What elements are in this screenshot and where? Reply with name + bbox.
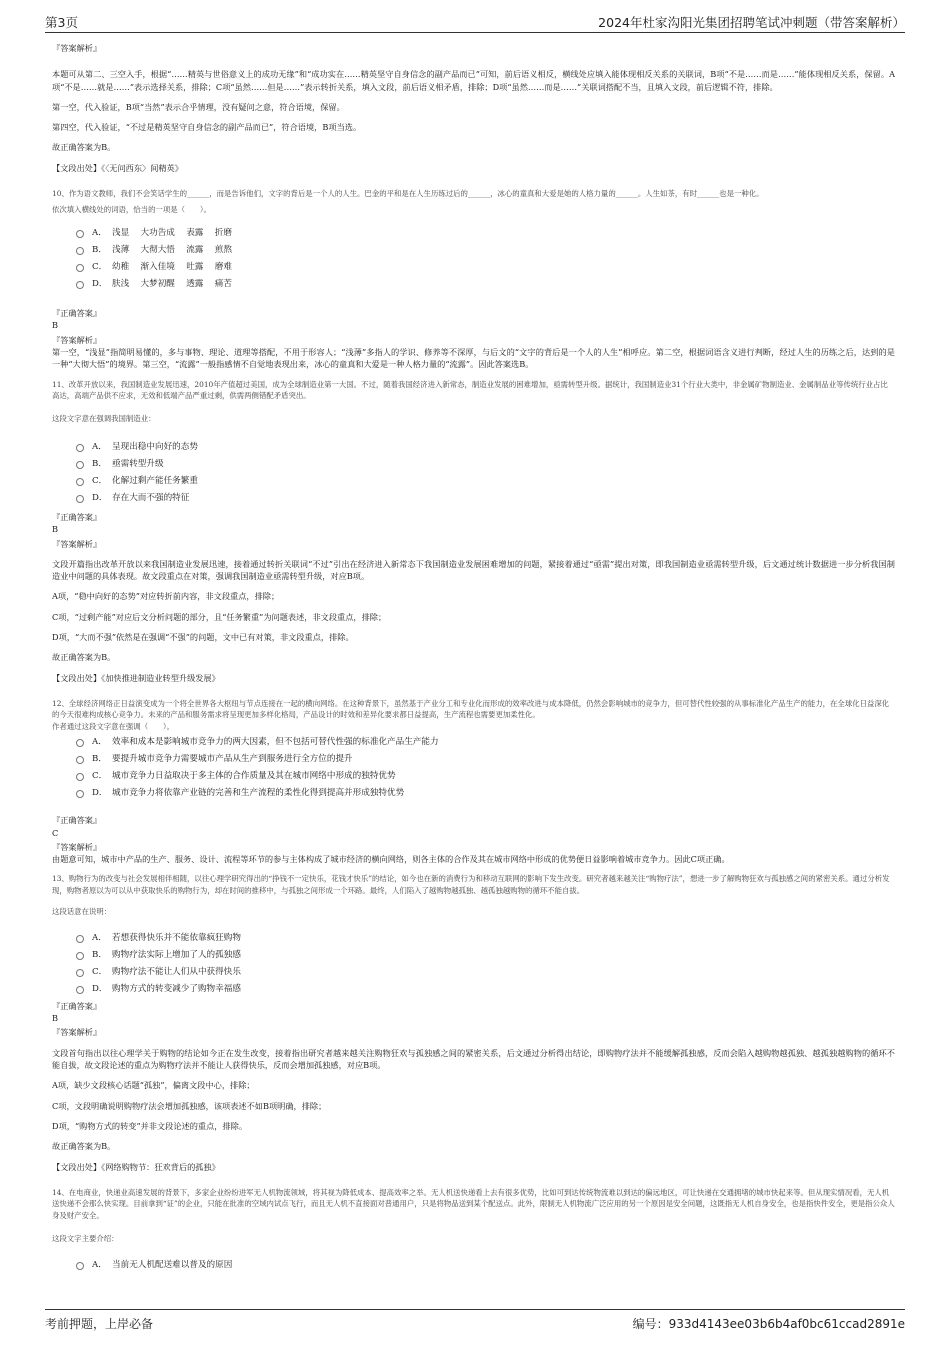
question-12-options xyxy=(52,734,895,802)
option-d[interactable]: D． 城市竞争力将依靠产业链的完善和生产流程的柔性化得到提高并形成独特优势 xyxy=(76,785,895,802)
option-b[interactable]: B． 亟需转型升级 xyxy=(76,456,895,473)
radio-icon[interactable] xyxy=(76,444,84,452)
correct-answer-value: B xyxy=(52,320,59,331)
correct-answer-label: 『正确答案』 xyxy=(52,815,102,826)
radio-icon[interactable] xyxy=(76,461,84,469)
analysis-text: D项，“购物方式的转变”并非文段论述的重点，排除。 xyxy=(52,1120,248,1131)
document-title: 2024年杜家沟阳光集团招聘笔试冲刺题（带答案解析） xyxy=(598,15,905,30)
radio-icon[interactable] xyxy=(76,969,84,977)
correct-answer-value: B xyxy=(52,1013,59,1024)
question-10-stem: 10、作为语文教师，我们不会笑话学生的______，而是告诉他们，文字的背后是一个人的人生。巴金的平和是在人生历练过后的______，冰心的童真和大爱是她的人格力量的______。人生如茶，有时______也是一种化。 xyxy=(52,189,764,199)
radio-icon[interactable] xyxy=(76,478,84,486)
correct-answer-value: B xyxy=(52,524,59,535)
radio-icon[interactable] xyxy=(76,495,84,503)
analysis-text: A项，“稳中向好的态势”对应转折前内容，非文段重点，排除； xyxy=(52,591,280,602)
analysis-text: 由题意可知，城市中产品的生产、服务、设计、流程等环节的参与主体构成了城市经济的横向网络，则各主体的合作及其在城市网络中形成的优势便日益影响着城市竞争力。因此C项正确。 xyxy=(52,854,730,865)
option-d[interactable]: D． 购物方式的转变减少了购物幸福感 xyxy=(76,981,895,998)
document-code: 编号：933d4143ee03b6b4af0bc61ccad2891e xyxy=(632,1317,905,1331)
question-10-options xyxy=(52,225,895,293)
question-13-stem: 13、购物行为的改变与社会发展相伴相随，以往心理学研究得出的“挣钱不一定快乐，花钱才快乐”的结论，如今也在新的消费行为和移动互联网的影响下发生改变。研究者越来越关注“购物疗法”，想进一步了解购物狂欢与孤独感之间的紧密关系。通过分析发现，购物者原以为可以从中获取快乐的购物行为，却在时间的推移中，与孤独之间形成一个环路。最终，人们陷入了越购物越孤独、越孤独越购物的循环不能自拔。 xyxy=(52,874,890,895)
question-14-options xyxy=(52,1257,895,1274)
radio-icon[interactable] xyxy=(76,281,84,289)
option-a[interactable]: A． 若想获得快乐并不能依靠疯狂购物 xyxy=(76,930,895,947)
radio-icon[interactable] xyxy=(76,935,84,943)
correct-answer-label: 『正确答案』 xyxy=(52,308,102,319)
analysis-text: D项，“大而不强”依然是在强调“不强”的问题，文中已有对策，非文段重点，排除。 xyxy=(52,631,354,642)
page-header xyxy=(45,10,905,33)
radio-icon[interactable] xyxy=(76,986,84,994)
question-12-stem: 12、全球经济网络正日益演变成为一个将全世界各大枢纽与节点连接在一起的横向网络。在这种背景下，虽然基于产业分工和专业化而形成的效率改进与成本降低，仍然会影响城市的竞争力，但可替代性较强的从事标准化产品生产的能力，在全球化日益深化的今天很难构成核心竞争力。未来的产品和服务需求将呈现更加多样化格局，产品设计的时效和差异化要求都日益提高，生产流程也需要更加柔性化。 xyxy=(52,698,890,720)
analysis-text: C项，文段明确说明购物疗法会增加孤独感，该项表述不如B项明确，排除； xyxy=(52,1100,327,1111)
question-14-prompt: 这段文字主要介绍： xyxy=(52,1234,119,1244)
radio-icon[interactable] xyxy=(76,739,84,747)
correct-answer-label: 『正确答案』 xyxy=(52,511,102,522)
source-citation: 【文段出处】《加快推进制造业转型升级发展》 xyxy=(52,672,220,683)
question-14-stem: 14、在电商业，快递业高速发展的背景下，多家企业纷纷进军无人机物流领域，将其视为降低成本、提高效率之举。无人机送快递看上去有很多优势，比如可到达传统物流难以到达的偏远地区，可让快递在交通拥堵的城市快起来等。但从现实情况看，无人机送快递不会那么快实现。目前拿到“证”的企业，只能在批准的空域内试点飞行，而且无人机不直接面对普通用户，只是将物品送到某个配送点。此外，限制无人机物流广泛应用的另一个原因是安全问题，这既指无人机自身安全，也是指快件安全，更是指公众人身及财产安全。 xyxy=(52,1187,895,1220)
conclusion-text: 故正确答案为B。 xyxy=(52,142,116,153)
radio-icon[interactable] xyxy=(76,756,84,764)
radio-icon[interactable] xyxy=(76,264,84,272)
radio-icon[interactable] xyxy=(76,790,84,798)
correct-answer-label: 『正确答案』 xyxy=(52,1000,102,1011)
option-b[interactable]: B． 购物疗法实际上增加了人的孤独感 xyxy=(76,947,895,964)
source-citation: 【文段出处】《网络购物节：狂欢背后的孤独》 xyxy=(52,1161,220,1172)
analysis-text: 第四空，代入验证，“不过是精英坚守自身信念的副产品而已”，符合语境，B项当选。 xyxy=(52,122,362,133)
radio-icon[interactable] xyxy=(76,247,84,255)
page-footer xyxy=(45,1309,905,1334)
radio-icon[interactable] xyxy=(76,952,84,960)
option-c[interactable]: C． 化解过剩产能任务繁重 xyxy=(76,473,895,490)
conclusion-text: 故正确答案为B。 xyxy=(52,1141,116,1152)
option-a[interactable]: A． 浅显 大功告成 表露 折磨 xyxy=(76,225,895,242)
question-10-prompt: 依次填入横线处的词语，恰当的一项是（ ）。 xyxy=(52,204,211,214)
analysis-text: 文段首句指出以往心理学关于购物的结论如今正在发生改变，接着指出研究者越来越关注购物狂欢与孤独感之间的紧密关系，后文通过分析得出结论，即购物疗法并不能缓解孤独感，反而会陷入越购物越孤独、越孤独越购物的循环不能自拔，故文段论述的重点为购物疗法并不能让人获得快乐，反而会增加孤独感，对应B项。 xyxy=(52,1047,895,1071)
option-b[interactable]: B． 要提升城市竞争力需要城市产品从生产到服务进行全方位的提升 xyxy=(76,751,895,768)
conclusion-text: 故正确答案为B。 xyxy=(52,652,116,663)
source-citation: 【文段出处】《〈无问西东〉间精英》 xyxy=(52,162,183,173)
question-13-options xyxy=(52,930,895,998)
option-d[interactable]: D． 存在大而不强的特征 xyxy=(76,490,895,507)
option-c[interactable]: C． 幼稚 渐入佳境 吐露 磨难 xyxy=(76,259,895,276)
radio-icon[interactable] xyxy=(76,773,84,781)
analysis-text: A项，缺少文段核心话题“孤独”，偏离文段中心，排除； xyxy=(52,1080,255,1091)
option-d[interactable]: D． 肤浅 大梦初醒 透露 痛苦 xyxy=(76,276,895,293)
analysis-text: 第一空，“浅显”指简明易懂的，多与事物、理论、道理等搭配，不用于形容人；“浅薄”多指人的学识、修养等不深厚，与后文的“文字的背后是一个人的人生”相呼应。第二空，根据词语含义进行判断，经过人生的历练之后，达到的是一种“大彻大悟”的境界。第三空，“流露”一般指感情不自觉地表现出来，冰心的童真和大爱是一种人格力量的“流露”。因此答案选B。 xyxy=(52,346,895,370)
question-11-prompt: 这段文字意在强调我国制造业： xyxy=(52,414,156,424)
option-c[interactable]: C． 购物疗法不能让人们从中获得快乐 xyxy=(76,964,895,981)
option-a[interactable]: A． 效率和成本是影响城市竞争力的两大因素，但不包括可替代性强的标准化产品生产能力 xyxy=(76,734,895,751)
question-12-prompt: 作者通过这段文字意在强调（ ）。 xyxy=(52,721,174,731)
analysis-text: 第一空，代入验证，B项“当然”表示合乎情理，没有疑问之意，符合语境，保留。 xyxy=(52,101,345,112)
footer-slogan: 考前押题，上岸必备 xyxy=(45,1317,154,1331)
analysis-label: 『答案解析』 xyxy=(52,334,102,345)
question-11-options xyxy=(52,439,895,507)
option-b[interactable]: B． 浅薄 大彻大悟 流露 煎熬 xyxy=(76,242,895,259)
analysis-label: 『答案解析』 xyxy=(52,538,102,549)
option-a[interactable]: A． 当前无人机配送难以普及的原因 xyxy=(76,1257,895,1274)
analysis-text: 本题可从第二、三空入手，根据“……精英与世俗意义上的成功无缘”和“成功实在……精英坚守自身信念的副产品而已”可知，前后语义相反，横线处应填入能体现相反关系的关联词，B项“不是……而是……”能体现相反关系，保留。A项“不是……就是……”表示选择关系，排除；C项“虽然……但是……”表示转折关系，填入文段，前后语义相矛盾，排除；D项“虽然……而是……”关联词搭配不当，且填入文段，前后逻辑不符，排除。 xyxy=(52,69,895,92)
analysis-label: 『答案解析』 xyxy=(52,1027,102,1038)
radio-icon[interactable] xyxy=(76,230,84,238)
analysis-label: 『答案解析』 xyxy=(52,43,102,53)
radio-icon[interactable] xyxy=(76,1262,84,1270)
page-number: 第3页 xyxy=(45,15,78,30)
question-11-stem: 11、改革开放以来，我国制造业发展迅速，2010年产值超过美国，成为全球制造业第一大国。不过，随着我国经济进入新常态，制造业发展的困难增加，亟需转型升级。据统计，我国制造业31个行业大类中，非金属矿物制造业、金属制品业等传统行业占比高达，高端产品供不应求，无效和低端产品严重过剩，供需两侧错配矛盾突出。 xyxy=(52,379,888,400)
question-13-prompt: 这段话意在说明： xyxy=(52,907,112,917)
analysis-text: 文段开篇指出改革开放以来我国制造业发展迅速，接着通过转折关联词“不过”引出在经济进入新常态下我国制造业发展困难增加的问题，紧接着通过“亟需”提出对策，即我国制造业亟需转型升级，后文通过统计数据进一步分析我国制造业中问题的具体表现。故文段重点在对策，强调我国制造业亟需转型升级，对应B项。 xyxy=(52,558,895,582)
page-content xyxy=(52,42,895,1304)
analysis-text: C项，“过剩产能”对应后文分析问题的部分，且“任务繁重”为问题表述，非文段重点，排除； xyxy=(52,611,387,622)
option-a[interactable]: A． 呈现出稳中向好的态势 xyxy=(76,439,895,456)
option-c[interactable]: C． 城市竞争力日益取决于多主体的合作质量及其在城市网络中形成的独特优势 xyxy=(76,768,895,785)
correct-answer-value: C xyxy=(52,827,59,838)
analysis-label: 『答案解析』 xyxy=(52,841,102,852)
